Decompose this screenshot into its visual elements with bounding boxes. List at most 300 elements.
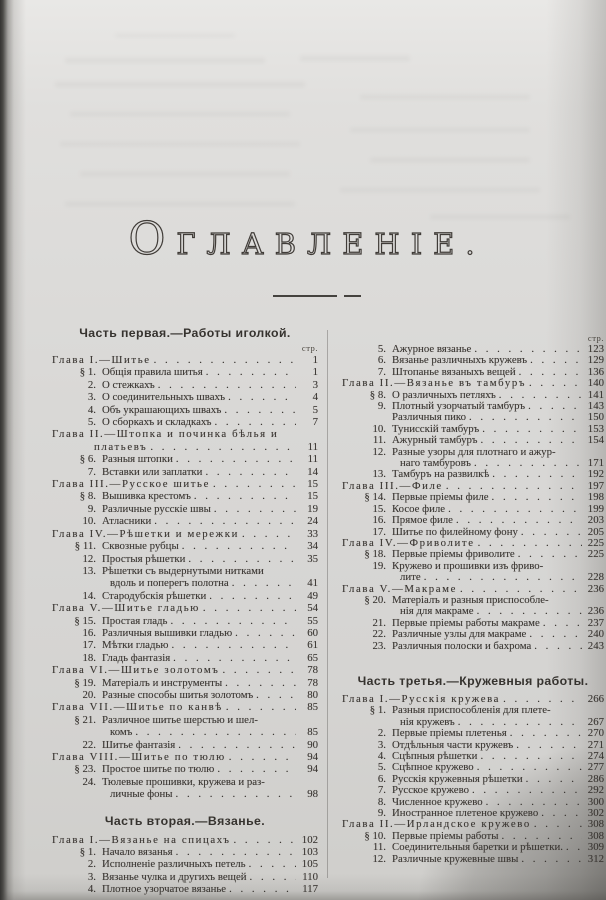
toc-entry-line bbox=[52, 883, 318, 895]
entry-page-number: 154 bbox=[587, 434, 604, 447]
entry-page-number: 308 bbox=[587, 818, 604, 831]
entry-page-number: 78 bbox=[307, 676, 318, 689]
entry-title: Простая гладь bbox=[102, 614, 168, 627]
entry-title: Соединительныя баретки и рѣшетки. bbox=[392, 841, 563, 854]
entry-number: 22. bbox=[372, 628, 386, 641]
leader-dots bbox=[229, 751, 296, 763]
entry-page-number: 308 bbox=[587, 829, 604, 842]
entry-title: нія для макраме bbox=[400, 605, 474, 618]
leader-dots bbox=[518, 549, 582, 560]
entry-title: Различные кружевные швы bbox=[392, 852, 519, 865]
entry-page-number: 7 bbox=[312, 416, 318, 429]
leader-dots bbox=[215, 416, 297, 428]
entry-title: личные фоны bbox=[110, 788, 173, 801]
entry-number: 17. bbox=[372, 525, 386, 538]
toc-entry-line bbox=[52, 739, 318, 751]
toc-entry-line bbox=[52, 366, 318, 378]
toc-chapter-line bbox=[52, 478, 318, 490]
leader-dots bbox=[250, 871, 296, 883]
toc-entry-line bbox=[52, 565, 318, 577]
leader-dots bbox=[235, 627, 296, 639]
entry-title: Первые пріемы работы bbox=[392, 829, 499, 842]
entry-page-number: 35 bbox=[307, 552, 318, 565]
leader-dots bbox=[480, 751, 582, 762]
entry-page-number: 129 bbox=[587, 354, 604, 367]
entry-page-number: 110 bbox=[302, 870, 318, 883]
entry-number: 2. bbox=[87, 858, 96, 871]
entry-title: Разныя приспособленія для плете- bbox=[392, 704, 551, 717]
entry-title: Разные способы шитья золотомъ bbox=[102, 688, 254, 701]
leader-dots bbox=[206, 366, 296, 378]
entry-title: Глава IV.—Фриволите bbox=[342, 536, 475, 549]
toc-chapter-line bbox=[52, 528, 318, 540]
entry-number: 5. bbox=[87, 416, 96, 429]
entry-page-number: 236 bbox=[587, 605, 604, 618]
entry-title: Численное кружево bbox=[392, 795, 483, 808]
entry-number: 3. bbox=[377, 738, 386, 751]
page-column-label: стр. bbox=[587, 333, 604, 343]
entry-page-number: 277 bbox=[587, 761, 604, 774]
leader-dots bbox=[154, 515, 296, 527]
toc-entry-line bbox=[52, 466, 318, 478]
leader-dots bbox=[209, 590, 296, 602]
toc-entry-line bbox=[52, 577, 318, 589]
leader-dots bbox=[521, 527, 582, 538]
entry-number: 9. bbox=[377, 807, 386, 820]
entry-page-number: 41 bbox=[307, 577, 318, 590]
entry-title: Матеріалъ и инструменты bbox=[102, 676, 223, 689]
leader-dots bbox=[424, 572, 582, 583]
leader-dots bbox=[173, 652, 296, 664]
entry-page-number: 24 bbox=[307, 515, 318, 528]
toc-entry-line bbox=[342, 435, 604, 446]
toc-entry-line bbox=[52, 590, 318, 602]
entry-title: Глава VIII.—Шитье по тюлю bbox=[52, 751, 226, 763]
entry-number: 9. bbox=[377, 400, 386, 413]
leader-dots bbox=[566, 842, 582, 853]
toc-entry-line bbox=[52, 391, 318, 403]
leader-dots bbox=[158, 379, 296, 391]
leader-dots bbox=[188, 553, 296, 565]
leader-dots bbox=[481, 435, 583, 446]
toc-entry-line bbox=[52, 615, 318, 627]
entry-title: Глава III.—Русское шитье bbox=[52, 478, 210, 491]
entry-title: Простыя рѣшетки bbox=[102, 552, 186, 565]
toc-entry-line bbox=[342, 572, 604, 583]
table-of-contents bbox=[52, 326, 604, 896]
entry-title: Объ украшающихъ швахъ bbox=[102, 403, 222, 416]
entry-page-number: 78 bbox=[307, 664, 318, 677]
toc-entry-line bbox=[342, 549, 604, 560]
entry-page-number: 150 bbox=[587, 411, 604, 424]
entry-number: 12. bbox=[372, 852, 386, 865]
leader-dots bbox=[256, 689, 296, 701]
entry-number: § 1. bbox=[79, 846, 96, 859]
entry-page-number: 292 bbox=[587, 784, 604, 797]
toc-entry-line bbox=[342, 705, 604, 716]
toc-entry-line bbox=[52, 763, 318, 775]
entry-page-number: 267 bbox=[587, 715, 604, 728]
entry-title: Иностранное плетеное кружево bbox=[392, 807, 539, 820]
entry-page-number: 85 bbox=[307, 726, 318, 739]
toc-entry-line bbox=[342, 629, 604, 640]
toc-entry-line bbox=[342, 515, 604, 526]
entry-title: Глава II.—Ирландское кружево bbox=[342, 818, 531, 831]
entry-number: 4. bbox=[87, 883, 96, 896]
entry-title: Кружево и прошивки изъ фриво- bbox=[392, 559, 544, 572]
entry-page-number: 33 bbox=[307, 527, 318, 540]
leader-dots bbox=[205, 466, 296, 478]
leader-dots bbox=[526, 774, 582, 785]
leader-dots bbox=[519, 367, 582, 378]
entry-page-number: 312 bbox=[587, 852, 604, 865]
entry-number: § 10. bbox=[364, 829, 386, 842]
entry-page-number: 80 bbox=[307, 688, 318, 701]
entry-number: 20. bbox=[82, 688, 96, 701]
leader-dots bbox=[516, 740, 582, 751]
leader-dots bbox=[456, 515, 582, 526]
entry-page-number: 85 bbox=[307, 701, 318, 714]
leader-dots bbox=[194, 490, 296, 502]
toc-entry-line bbox=[52, 404, 318, 416]
leader-dots bbox=[474, 458, 582, 469]
entry-title: Отдѣльныя части кружевъ bbox=[392, 738, 514, 751]
entry-number: § 15. bbox=[74, 614, 96, 627]
entry-page-number: 240 bbox=[587, 628, 604, 641]
leader-dots bbox=[217, 763, 296, 775]
leader-dots bbox=[214, 503, 296, 515]
entry-title: Начало вязанья bbox=[102, 846, 173, 859]
leader-dots bbox=[242, 528, 296, 540]
entry-page-number: 270 bbox=[587, 727, 604, 740]
entry-title: Глава IV.—Рѣшетки и мережки bbox=[52, 527, 239, 540]
entry-page-number: 61 bbox=[307, 639, 318, 652]
leader-dots bbox=[213, 478, 296, 490]
entry-title: наго тамбуровъ bbox=[400, 457, 471, 470]
toc-entry-line bbox=[52, 846, 318, 858]
entry-title: О различныхъ петляхъ bbox=[392, 388, 496, 401]
toc-section bbox=[52, 326, 318, 801]
part-header: Часть первая.—Работы иголкой. bbox=[79, 326, 291, 340]
entry-number: 2. bbox=[87, 378, 96, 391]
entry-number: 16. bbox=[372, 514, 386, 527]
entry-page-number: 140 bbox=[587, 377, 604, 390]
leader-dots bbox=[534, 819, 582, 830]
entry-title: Стародубскія рѣшетки bbox=[102, 589, 207, 602]
toc-column-left bbox=[52, 326, 318, 896]
entry-title: Русскія кружевныя рѣшетки bbox=[392, 772, 523, 785]
leader-dots bbox=[135, 726, 296, 738]
entry-number: 2. bbox=[377, 727, 386, 740]
toc-entry-line bbox=[52, 553, 318, 565]
toc-entry-line bbox=[52, 858, 318, 870]
toc-chapter-line bbox=[342, 378, 604, 389]
toc-chapter-line bbox=[52, 751, 318, 763]
leader-dots bbox=[448, 504, 582, 515]
entry-number: 17. bbox=[82, 639, 96, 652]
entry-number: 23. bbox=[372, 639, 386, 652]
leader-dots bbox=[510, 728, 582, 739]
toc-column-right bbox=[342, 326, 604, 896]
entry-title: Атласники bbox=[102, 515, 152, 528]
entry-number: 13. bbox=[82, 564, 96, 577]
entry-page-number: 105 bbox=[301, 858, 318, 871]
title-divider bbox=[14, 295, 606, 297]
leader-dots bbox=[225, 677, 296, 689]
toc-entry-line bbox=[342, 447, 604, 458]
entry-page-number: 302 bbox=[587, 807, 604, 820]
leader-dots bbox=[534, 641, 582, 652]
entry-number: § 14. bbox=[364, 491, 386, 504]
toc-entry-line bbox=[342, 728, 604, 739]
entry-number: 19. bbox=[372, 559, 386, 572]
entry-title: Глава II.—Штопка и починка бѣлья и bbox=[52, 428, 279, 441]
entry-number: 5. bbox=[377, 343, 386, 355]
entry-number: 18. bbox=[82, 651, 96, 664]
entry-title: Общія правила шитья bbox=[102, 366, 203, 379]
part-header: Часть вторая.—Вязанье. bbox=[104, 813, 266, 828]
entry-page-number: 274 bbox=[587, 750, 604, 762]
leader-dots bbox=[541, 808, 582, 819]
part-header: Часть третья.—Кружевныя работы. bbox=[357, 673, 589, 688]
entry-page-number: 266 bbox=[587, 692, 604, 705]
entry-page-number: 225 bbox=[587, 548, 604, 561]
leader-dots bbox=[178, 739, 296, 751]
toc-entry-line bbox=[52, 515, 318, 527]
entry-title: Глава I.—Вязанье на спицахъ bbox=[52, 833, 231, 846]
entry-page-number: 103 bbox=[301, 846, 318, 859]
toc-section bbox=[342, 333, 604, 652]
entry-title: Глава III.—Филе bbox=[342, 479, 443, 492]
entry-title: Сцѣпныя рѣшетки bbox=[392, 750, 478, 762]
entry-number: 16. bbox=[82, 626, 96, 639]
toc-section bbox=[342, 674, 604, 865]
entry-title: Глава I.—Шитье bbox=[52, 354, 151, 366]
entry-page-number: 198 bbox=[587, 491, 604, 504]
leader-dots bbox=[222, 664, 296, 676]
entry-title: Глава V.—Макраме bbox=[342, 582, 458, 595]
toc-entry-line bbox=[52, 714, 318, 726]
leader-dots bbox=[529, 378, 582, 389]
leader-dots bbox=[232, 577, 296, 589]
entry-title: Штопанье вязаныхъ вещей bbox=[392, 365, 516, 378]
entry-page-number: 236 bbox=[587, 582, 604, 595]
toc-chapter-line bbox=[52, 701, 318, 713]
entry-title: Шитье фантазія bbox=[102, 738, 176, 751]
entry-page-number: 5 bbox=[312, 403, 318, 416]
entry-title: Различные русскіе швы bbox=[102, 502, 211, 515]
entry-number: § 23. bbox=[74, 763, 96, 776]
toc-entry-line bbox=[52, 453, 318, 465]
toc-entry-line bbox=[52, 689, 318, 701]
entry-title: Гладь фантазія bbox=[102, 651, 171, 664]
toc-entry-line bbox=[342, 492, 604, 503]
entry-title: Первые пріемы работы макраме bbox=[392, 616, 540, 629]
entry-page-number: 143 bbox=[587, 400, 604, 413]
entry-number: 7. bbox=[377, 784, 386, 797]
toc-title: ОГЛАВЛЕНІЕ. bbox=[128, 212, 486, 265]
entry-number: 6. bbox=[377, 772, 386, 785]
entry-title: Разныя штопки bbox=[102, 453, 173, 466]
entry-title: Тамбуръ на развилкѣ bbox=[392, 468, 490, 481]
leader-dots bbox=[229, 883, 296, 895]
entry-number: 6. bbox=[377, 354, 386, 367]
toc-section bbox=[52, 814, 318, 896]
entry-number: § 20. bbox=[364, 593, 386, 606]
leader-dots bbox=[176, 453, 296, 465]
entry-number: § 8. bbox=[79, 490, 96, 503]
entry-page-number: 243 bbox=[587, 639, 604, 652]
entry-page-number: 60 bbox=[307, 626, 318, 639]
entry-number: 3. bbox=[87, 870, 96, 883]
entry-page-number: 271 bbox=[587, 738, 604, 751]
entry-number: § 19. bbox=[74, 676, 96, 689]
entry-number: 13. bbox=[372, 468, 386, 481]
toc-chapter-line bbox=[52, 441, 318, 453]
entry-title: Прямое филе bbox=[392, 514, 453, 527]
entry-page-number: 90 bbox=[307, 738, 318, 751]
entry-title: Шитье по филейному фону bbox=[392, 525, 518, 538]
entry-page-number: 55 bbox=[307, 614, 318, 627]
toc-chapter-line bbox=[52, 602, 318, 614]
entry-title: Ажурное вязанье bbox=[392, 343, 472, 355]
leader-dots bbox=[529, 629, 582, 640]
entry-number: 21. bbox=[372, 616, 386, 629]
entry-page-number: 49 bbox=[307, 589, 318, 602]
entry-number: 11. bbox=[372, 434, 386, 447]
entry-title: Вышивка крестомъ bbox=[102, 490, 191, 503]
entry-title: Первые пріемы плетенья bbox=[392, 727, 507, 740]
entry-title: Матеріалъ и разныя приспособле- bbox=[392, 593, 549, 606]
column-divider-line bbox=[327, 330, 328, 878]
toc-entry-line bbox=[342, 785, 604, 796]
page-column-label: стр. bbox=[301, 343, 318, 353]
leader-dots bbox=[482, 424, 582, 435]
leader-dots bbox=[469, 412, 582, 423]
entry-title: Вязанье различныхъ кружевъ bbox=[392, 354, 528, 367]
entry-number: 4. bbox=[377, 750, 386, 762]
entry-page-number: 4 bbox=[312, 391, 318, 404]
entry-title: Вязанье чулка и другихъ вещей bbox=[102, 870, 247, 883]
toc-entry-line bbox=[52, 726, 318, 738]
leader-dots bbox=[171, 639, 296, 651]
entry-number: 22. bbox=[82, 738, 96, 751]
toc-entry-line bbox=[342, 561, 604, 572]
entry-title: Сцѣпное кружево bbox=[392, 761, 474, 774]
entry-number: 10. bbox=[82, 515, 96, 528]
entry-page-number: 65 bbox=[307, 651, 318, 664]
entry-title: Первые пріемы филе bbox=[392, 491, 489, 504]
entry-page-number: 19 bbox=[307, 502, 318, 515]
toc-entry-line bbox=[52, 677, 318, 689]
entry-title: О стежкахъ bbox=[102, 378, 155, 391]
toc-chapter-line bbox=[52, 354, 318, 366]
entry-title: Первые пріемы фриволите bbox=[392, 548, 515, 561]
toc-entry-line bbox=[342, 842, 604, 853]
entry-number: 7. bbox=[87, 465, 96, 478]
entry-title: Различныя вышивки гладью bbox=[102, 626, 233, 639]
leader-dots bbox=[150, 441, 296, 453]
leader-dots bbox=[226, 701, 296, 713]
entry-page-number: 94 bbox=[307, 763, 318, 776]
entry-page-number: 197 bbox=[587, 479, 604, 492]
entry-number: § 21. bbox=[74, 713, 96, 726]
entry-title: Различныя полоски и бахрома bbox=[392, 639, 532, 652]
entry-title: лите bbox=[400, 571, 421, 584]
entry-title: Разные узоры для плотнаго и ажур- bbox=[392, 445, 556, 458]
entry-page-number: 1 bbox=[312, 366, 318, 379]
toc-entry-line bbox=[52, 788, 318, 800]
entry-title: Рѣшетки съ выдернутыми нитками bbox=[102, 564, 264, 577]
entry-title: Плотное узорчатое вязанье bbox=[102, 883, 227, 896]
entry-title: Вставки или заплатки bbox=[102, 465, 203, 478]
entry-page-number: 102 bbox=[301, 833, 318, 846]
entry-page-number: 225 bbox=[587, 536, 604, 549]
entry-page-number: 123 bbox=[587, 343, 604, 355]
entry-number: 3. bbox=[87, 391, 96, 404]
entry-title: комъ bbox=[110, 726, 133, 739]
toc-entry-line bbox=[52, 627, 318, 639]
entry-number: 10. bbox=[372, 422, 386, 435]
entry-page-number: 286 bbox=[587, 772, 604, 785]
entry-title: Глава II.—Вязанье въ тамбуръ bbox=[342, 377, 527, 390]
entry-page-number: 205 bbox=[587, 525, 604, 538]
entry-number: 7. bbox=[377, 365, 386, 378]
leader-dots bbox=[528, 401, 582, 412]
entry-title: О соединительныхъ швахъ bbox=[102, 391, 226, 404]
entry-page-number: 3 bbox=[312, 378, 318, 391]
entry-number: § 1. bbox=[369, 704, 386, 717]
leader-dots bbox=[228, 391, 296, 403]
entry-number: § 1. bbox=[79, 366, 96, 379]
entry-page-number: 1 bbox=[312, 354, 318, 366]
entry-title: О сборкахъ и складкахъ bbox=[102, 416, 212, 429]
entry-number: 15. bbox=[372, 502, 386, 515]
entry-title: Ажурный тамбуръ bbox=[392, 434, 478, 447]
toc-entry-line bbox=[52, 490, 318, 502]
entry-number: 14. bbox=[82, 589, 96, 602]
entry-title: Русское кружево bbox=[392, 784, 469, 797]
toc-chapter-line bbox=[52, 664, 318, 676]
leader-dots bbox=[530, 355, 582, 366]
toc-entry-line bbox=[52, 776, 318, 788]
toc-entry-line bbox=[52, 379, 318, 391]
leader-dots bbox=[176, 846, 296, 858]
leader-dots bbox=[234, 834, 296, 846]
entry-number: 4. bbox=[87, 403, 96, 416]
entry-page-number: 98 bbox=[307, 788, 318, 801]
toc-chapter-line bbox=[52, 834, 318, 846]
entry-title: Различные узлы для макраме bbox=[392, 628, 527, 641]
entry-title: Косое филе bbox=[392, 502, 446, 515]
toc-entry-line bbox=[52, 652, 318, 664]
entry-page-number: 309 bbox=[587, 841, 604, 854]
leader-dots bbox=[492, 492, 582, 503]
entry-page-number: 11 bbox=[307, 453, 318, 466]
toc-entry-line bbox=[342, 854, 604, 865]
entry-title: Тюлевые прошивки, кружева и раз- bbox=[102, 775, 265, 788]
entry-title: Исполненіе различныхъ петель bbox=[102, 858, 246, 871]
leader-dots bbox=[182, 540, 296, 552]
entry-page-number: 300 bbox=[587, 795, 604, 808]
leader-dots bbox=[521, 854, 582, 865]
leader-dots bbox=[472, 785, 582, 796]
entry-page-number: 192 bbox=[587, 468, 604, 481]
entry-title: Простое шитье по тюлю bbox=[102, 763, 215, 776]
entry-title: Тунисскій тамбуръ bbox=[392, 422, 480, 435]
entry-page-number: 15 bbox=[307, 478, 318, 491]
leader-dots bbox=[176, 788, 296, 800]
